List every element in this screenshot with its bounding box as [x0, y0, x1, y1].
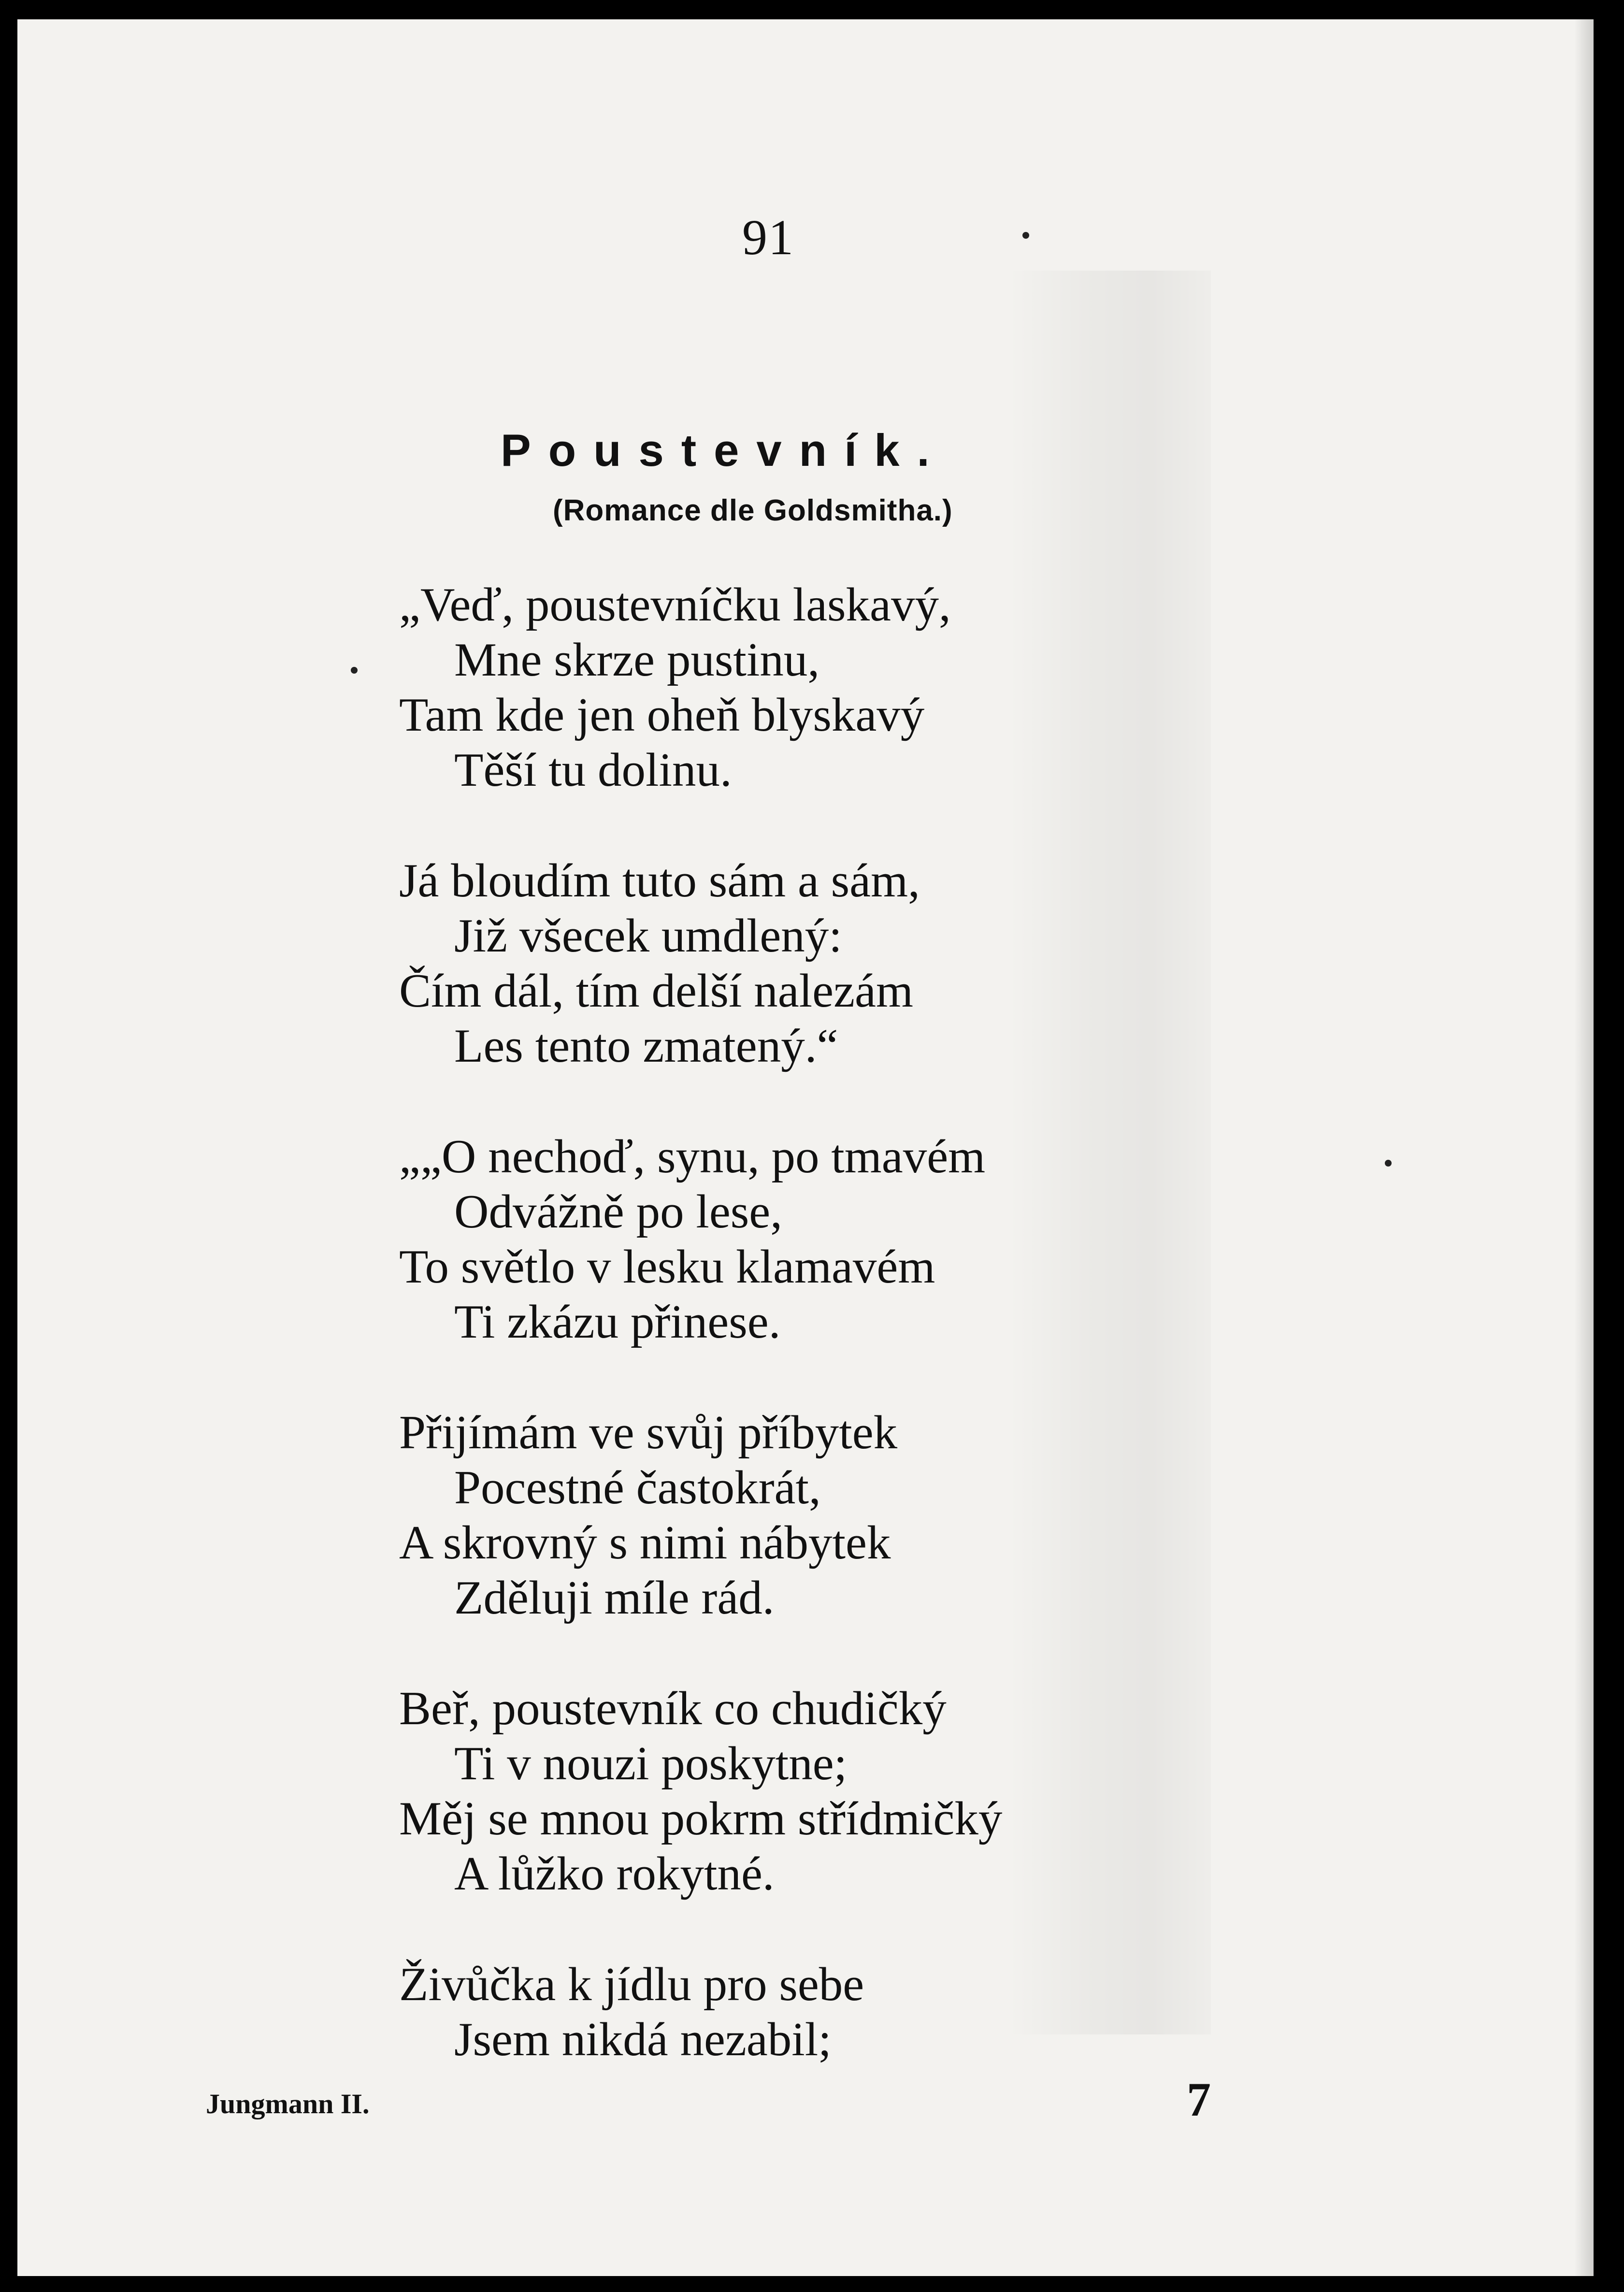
print-speck [1022, 232, 1029, 239]
stanza [399, 1129, 1221, 1350]
verse-line: Pocestné častokrát, [454, 1461, 821, 1514]
poem-subtitle: (Romance dle Goldsmitha.) [553, 494, 953, 527]
verse-line: A skrovný s nimi nábytek [399, 1516, 891, 1569]
verse-line: Čím dál, tím delší nalezám [399, 965, 914, 1017]
poem-body [399, 577, 1221, 2126]
print-speck [351, 667, 358, 674]
verse-line: „„O nechoď, synu, po tmavém [399, 1130, 986, 1183]
verse-line: „Veď, poustevníčku laskavý, [399, 578, 951, 631]
verse-line: Jsem nikdá nezabil; [454, 2013, 832, 2066]
verse-line: Beř, poustevník co chudičký [399, 1682, 947, 1735]
page-edge-shadow [1574, 19, 1594, 2276]
verse-line: Živůčka k jídlu pro sebe [399, 1958, 864, 2011]
verse-line: Zděluji míle rád. [454, 1571, 775, 1624]
verse-line: Mne skrze pustinu, [454, 634, 820, 686]
book-page [17, 19, 1594, 2276]
poem-title: Poustevník. [501, 425, 947, 476]
printer-signature: Jungmann II. [206, 2088, 370, 2119]
verse-line: Přijímám ve svůj příbytek [399, 1406, 898, 1459]
print-speck [1385, 1160, 1392, 1167]
verse-line: A lůžko rokytné. [454, 1847, 775, 1900]
verse-line: Měj se mnou pokrm střídmičký [399, 1792, 1003, 1845]
stanza [399, 853, 1221, 1074]
verse-line: Již všecek umdlený: [454, 909, 842, 962]
stanza [399, 577, 1221, 798]
verse-line: Těší tu dolinu. [454, 744, 732, 796]
verse-line: Les tento zmatený.“ [454, 1020, 838, 1072]
verse-line: Odvážně po lese, [454, 1185, 782, 1238]
stanza [399, 1405, 1221, 1626]
stanza [399, 1681, 1221, 1902]
verse-line: Tam kde jen oheň blyskavý [399, 689, 925, 741]
verse-line: To světlo v lesku klamavém [399, 1240, 935, 1293]
verse-line: Ti zkázu přinese. [454, 1296, 781, 1348]
sheet-number: 7 [1187, 2073, 1211, 2126]
verse-line: Ti v nouzi poskytne; [454, 1737, 848, 1790]
verse-line: Já bloudím tuto sám a sám, [399, 854, 920, 907]
stanza [399, 1957, 1221, 2067]
page-number: 91 [742, 210, 794, 265]
